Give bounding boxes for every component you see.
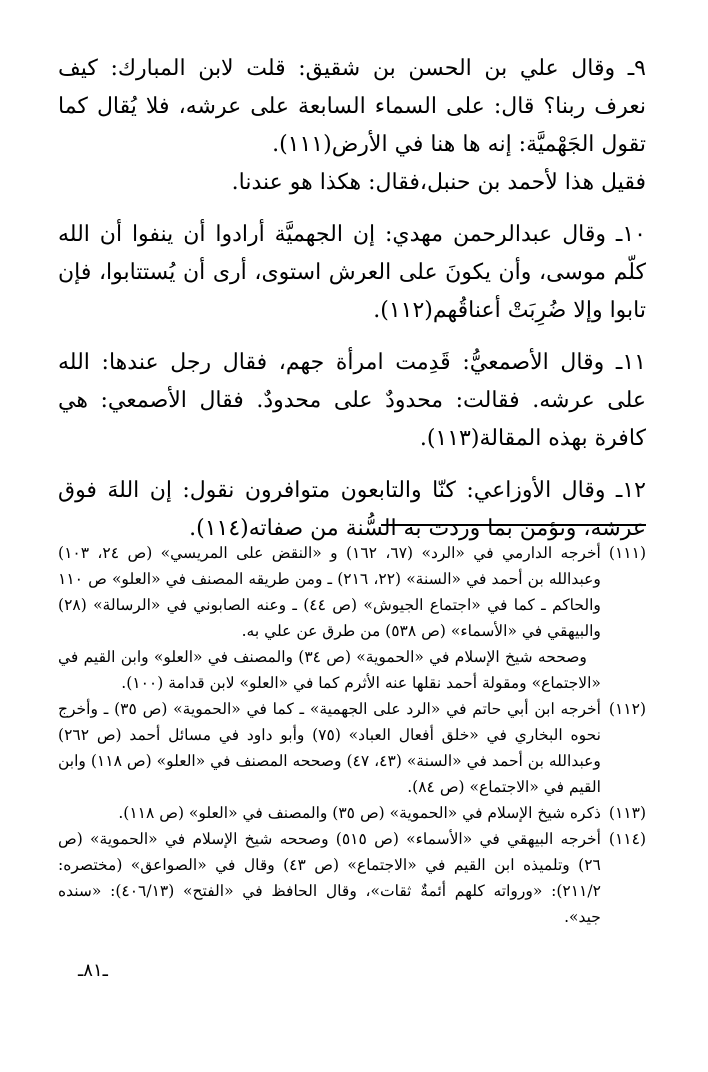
footnote-112	[58, 696, 646, 800]
paragraph-9-continuation: فقيل هذا لأحمد بن حنبل،فقال: هكذا هو عندنا.	[231, 170, 646, 195]
footnote-114	[58, 826, 646, 930]
paragraph-11: ١١ـ وقال الأصمعيُّ: قَدِمت امرأة جهم، فقال رجل عندها: الله على عرشه. فقالت: محدودٌ على محدودٌ. فقال الأصمعي: هي كافرة بهذه المقالة(١١٣).	[58, 350, 646, 451]
footnote-body	[58, 540, 601, 696]
footnote-text: أخرجه ابن أبي حاتم في «الرد على الجهمية» ـ كما في «الحموية» (ص ٣٥) ـ وأخرج نحوه البخاري في «خلق أفعال العباد» (٧٥) وأبو داود في مسائل أحمد (ص ٢٦٢) وعبدالله بن أحمد في «السنة» (٤٣، ٤٧) وصححه المصنف في «العلو» (ص ١١٨) وابن القيم في «الاجتماع» (ص ٨٤).	[58, 700, 601, 796]
main-text	[58, 50, 646, 548]
paragraph-12: ١٢ـ وقال الأوزاعي: كنّا والتابعون متوافرون نقول: إن اللهَ فوق عرشه، ونؤمن بما وردت به السُّنة من صفاته(١١٤).	[58, 478, 646, 541]
footnote-body	[58, 826, 601, 930]
footnote-text-extra: وصححه شيخ الإسلام في «الحموية» (ص ٣٤) والمصنف في «العلو» وابن القيم في «الاجتماع» ومقولة أحمد نقلها عنه الأثرم كما في «العلو» لابن قدامة (١٠٠).	[58, 648, 601, 692]
paragraph-10: ١٠ـ وقال عبدالرحمن مهدي: إن الجهميَّة أرادوا أن ينفوا أن الله كلّم موسى، وأن يكونَ على العرش استوى، أرى أن يُستتابوا، فإن تابوا وإلا ضُرِبَتْ أعناقُهم(١١٢).	[58, 222, 646, 323]
footnote-number: (١١٢)	[608, 700, 646, 718]
footnote-body	[58, 696, 601, 800]
footnote-number: (١١٣)	[608, 804, 646, 822]
paragraph-9: ٩ـ وقال علي بن الحسن بن شقيق: قلت لابن المبارك: كيف نعرف ربنا؟ قال: على السماء السابعة على عرشه، فلا يُقال كما تقول الجَهْميَّة: إنه ها هنا في الأرض(١١١).	[58, 56, 646, 157]
footnote-number: (١١١)	[608, 544, 646, 562]
footnote-113	[58, 800, 646, 826]
footnote-body	[58, 800, 601, 826]
footnote-111	[58, 540, 646, 696]
footnote-separator	[381, 524, 646, 526]
footnotes	[58, 540, 646, 930]
footnote-text: ذكره شيخ الإسلام في «الحموية» (ص ٣٥) والمصنف في «العلو» (ص ١١٨).	[118, 804, 601, 822]
footnote-text: أخرجه البيهقي في «الأسماء» (ص ٥١٥) وصححه شيخ الإسلام في «الحموية» (ص ٢٦) وتلميذه ابن القيم في «الاجتماع» (ص ٤٣) وقال في «الصواعق» (مختصره: ٢١١/٢): «ورواته كلهم أئمةٌ ثقات»، وقال الحافظ في «الفتح» (٤٠٦/١٣): «سنده جيد».	[58, 830, 601, 926]
footnote-number: (١١٤)	[608, 830, 646, 848]
footnote-text: أخرجه الدارمي في «الرد» (٦٧، ١٦٢) و «النقض على المريسي» (ص ٢٤، ١٠٣) وعبدالله بن أحمد في «السنة» (٢٢، ٢١٦) ـ ومن طريقه المصنف في «العلو» ص ١١٠ والحاكم ـ كما في «اجتماع الجيوش» (ص ٤٤) ـ وعنه الصابوني في «الرسالة» (٢٨) والبيهقي في «الأسماء» (ص ٥٣٨) من طرق عن علي به.	[58, 544, 601, 640]
page-number: ـ٨١ـ	[78, 960, 108, 981]
